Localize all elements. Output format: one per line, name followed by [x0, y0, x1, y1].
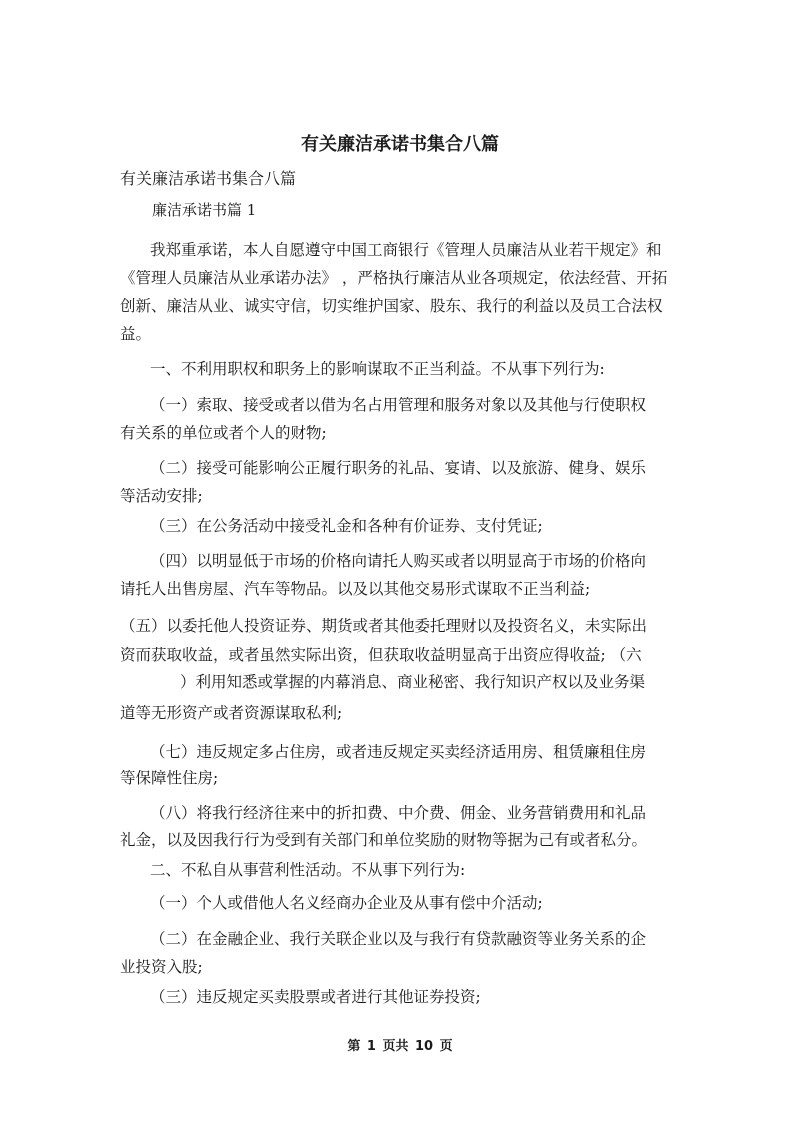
body-line: 二、不私自从事营利性活动。不从事下列行为:: [150, 861, 466, 879]
body-line: （一）个人或借他人名义经商办企业及从事有偿中介活动;: [150, 894, 543, 912]
body-line: （七）违反规定多占住房，或者违反规定买卖经济适用房、租赁廉租住房: [150, 743, 647, 761]
body-line: （三）在公务活动中接受礼金和各种有价证券、支付凭证;: [150, 517, 543, 535]
body-line: 资而获取收益，或者虽然实际出资，但获取收益明显高于出资应得收益; （六: [120, 646, 642, 664]
body-line: （五）以委托他人投资证券、期货或者其他委托理财以及投资名义，未实际出: [120, 617, 648, 635]
body-line: ）利用知悉或掌握的内幕消息、商业秘密、我行知识产权以及业务渠: [180, 673, 646, 691]
body-line: 等保障性住房;: [120, 769, 219, 787]
body-line: 益。: [120, 325, 152, 343]
body-line: 创新、廉洁从业、诚实守信，切实维护国家、股东、我行的利益以及员工合法权: [120, 297, 663, 315]
body-line: （一）索取、接受或者以借为名占用管理和服务对象以及其他与行使职权: [150, 396, 647, 414]
body-line: （八）将我行经济往来中的折扣费、中介费、佣金、业务营销费用和礼品: [150, 804, 647, 822]
body-line: （二）在金融企业、我行关联企业以及与我行有贷款融资等业务关系的企: [150, 930, 647, 948]
document-title: 有关廉洁承诺书集合八篇: [301, 134, 499, 155]
body-line: 我郑重承诺，本人自愿遵守中国工商银行《管理人员廉洁从业若干规定》和: [150, 241, 662, 259]
body-line: 《管理人员廉洁从业承诺办法》 ，严格执行廉洁从业各项规定，依法经营、开拓: [120, 269, 668, 287]
document-subtitle: 有关廉洁承诺书集合八篇: [120, 169, 297, 188]
body-line: （三）违反规定买卖股票或者进行其他证券投资;: [150, 988, 481, 1006]
body-line: 一、不利用职权和职务上的影响谋取不正当利益。不从事下列行为:: [150, 360, 605, 378]
section-heading: 廉洁承诺书篇 1: [152, 201, 257, 219]
body-line: 等活动安排;: [120, 487, 203, 505]
body-line: 请托人出售房屋、汽车等物品。以及以其他交易形式谋取不正当利益;: [120, 580, 591, 598]
page-number: 第 1 页共 10 页: [347, 1039, 453, 1054]
body-line: 业投资入股;: [120, 958, 203, 976]
body-line: （二）接受可能影响公正履行职务的礼品、宴请、以及旅游、健身、娱乐: [150, 459, 647, 477]
body-line: 道等无形资产或者资源谋取私利;: [120, 704, 343, 722]
body-line: （四）以明显低于市场的价格向请托人购买或者以明显高于市场的价格向: [150, 552, 647, 570]
body-line: 有关系的单位或者个人的财物;: [120, 424, 327, 442]
body-line: 礼金，以及因我行行为受到有关部门和单位奖励的财物等据为己有或者私分。: [120, 831, 648, 849]
